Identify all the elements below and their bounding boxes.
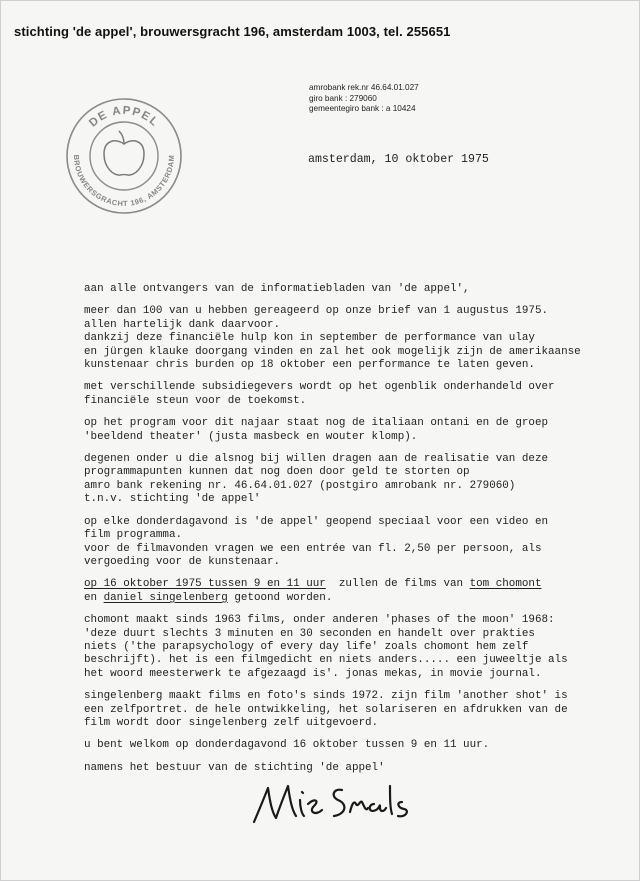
bank-line: amrobank rek.nr 46.64.01.027 [309, 83, 419, 92]
paragraph [84, 614, 624, 681]
stamp-top-text: DE APPEL [87, 104, 161, 130]
text-line: financiële steun voor de toekomst. [84, 394, 307, 407]
text-fragment: zullen de films van [325, 578, 470, 591]
text-line: beschrijft). het is een filmgedicht en niets anders..... een juweeltje als [84, 654, 568, 667]
text-line: voor de filmavonden vragen we een entrée van fl. 2,50 per persoon, als [84, 542, 542, 555]
text-line: een zelfportret. de hele ontwikkeling, het solariseren en afdrukken van de [84, 703, 568, 716]
text-line: vergoeding voor de kunstenaar. [84, 555, 281, 568]
text-line: film programma. [84, 529, 183, 542]
text-line: op het program voor dit najaar staat nog de italiaan ontani en de groep [84, 417, 549, 430]
text-line: dankzij deze financiële hulp kon in september de performance van ulay [84, 332, 535, 345]
text-line: niets ('the parapsychology of every day life' zoals chomont hem zelf [84, 640, 529, 653]
stamp-bottom-text: BROUWERSGRACHT 196, AMSTERDAM [71, 154, 177, 209]
text-line: meer dan 100 van u hebben gereageerd op onze brief van 1 augustus 1975. [84, 305, 549, 318]
text-line: op elke donderdagavond is 'de appel' geopend speciaal voor een video en [84, 515, 549, 528]
text-line: en jürgen klauke doorgang vinden en zal het ook mogelijk zijn de amerikaanse [84, 345, 581, 358]
letterhead: stichting 'de appel', brouwersgracht 196, amsterdam 1003, tel. 255651 [14, 24, 451, 39]
bank-line: gemeentegiro bank : a 10424 [309, 104, 416, 113]
letter-date: amsterdam, 10 oktober 1975 [308, 153, 489, 166]
text-line [84, 578, 624, 591]
text-line [84, 592, 624, 605]
paragraph [84, 739, 624, 752]
filmmaker-name: tom chomont [469, 578, 542, 591]
apple-icon [104, 131, 144, 175]
paragraph [84, 381, 624, 408]
paragraph [84, 417, 624, 444]
bank-details [309, 83, 419, 115]
text-line: 'deze duurt slechts 3 minuten en 30 seconden en handelt over prakties [84, 627, 535, 640]
text-line: aan alle ontvangers van de informatiebladen van 'de appel', [84, 283, 470, 295]
text-fragment: getoond worden. [227, 591, 333, 604]
bank-line: giro bank : 279060 [309, 93, 377, 103]
text-line: amro bank rekening nr. 46.64.01.027 (postgiro amrobank nr. 279060) [84, 479, 516, 492]
text-line: chomont maakt sinds 1963 films, onder anderen 'phases of the moon' 1968: [84, 614, 555, 627]
handwritten-signature [250, 778, 420, 828]
text-line: met verschillende subsidiegevers wordt op het ogenblik onderhandeld over [84, 381, 555, 394]
paragraph [84, 690, 624, 730]
text-line: film wordt door singelenberg zelf uitgevoerd. [84, 716, 379, 729]
paragraph [84, 305, 624, 372]
filmmaker-name: daniel singelenberg [103, 591, 228, 604]
text-line: singelenberg maakt films en foto's sinds 1972. zijn film 'another shot' is [84, 690, 568, 703]
text-line: t.n.v. stichting 'de appel' [84, 493, 261, 506]
de-appel-stamp [64, 96, 184, 216]
svg-text:DE APPEL [87, 105, 161, 130]
film-announcement [84, 578, 624, 605]
paragraph [84, 283, 624, 296]
paragraph [84, 762, 624, 775]
text-line: namens het bestuur van de stichting 'de appel' [84, 761, 385, 774]
text-line: u bent welkom op donderdagavond 16 oktober tussen 9 en 11 uur. [84, 739, 490, 752]
text-line: kunstenaar chris burden op 18 oktober een performance te laten geven. [84, 359, 535, 372]
text-fragment: en [84, 591, 104, 604]
screening-date: op 16 oktober 1975 tussen 9 en 11 uur [84, 578, 326, 591]
paragraph [84, 453, 624, 507]
text-line: allen hartelijk dank daarvoor. [84, 318, 281, 331]
text-line: het woord meesterwerk te afgezaagd is'. jonas mekas, in movie journal. [84, 667, 542, 680]
text-line: programmapunten kunnen dat nog doen door geld te storten op [84, 466, 470, 479]
paragraph [84, 516, 624, 570]
text-line: 'beeldend theater' (justa masbeck en wouter klomp). [84, 430, 418, 443]
text-line: degenen onder u die alsnog bij willen dragen aan de realisatie van deze [84, 453, 549, 466]
letter-body [84, 283, 624, 784]
